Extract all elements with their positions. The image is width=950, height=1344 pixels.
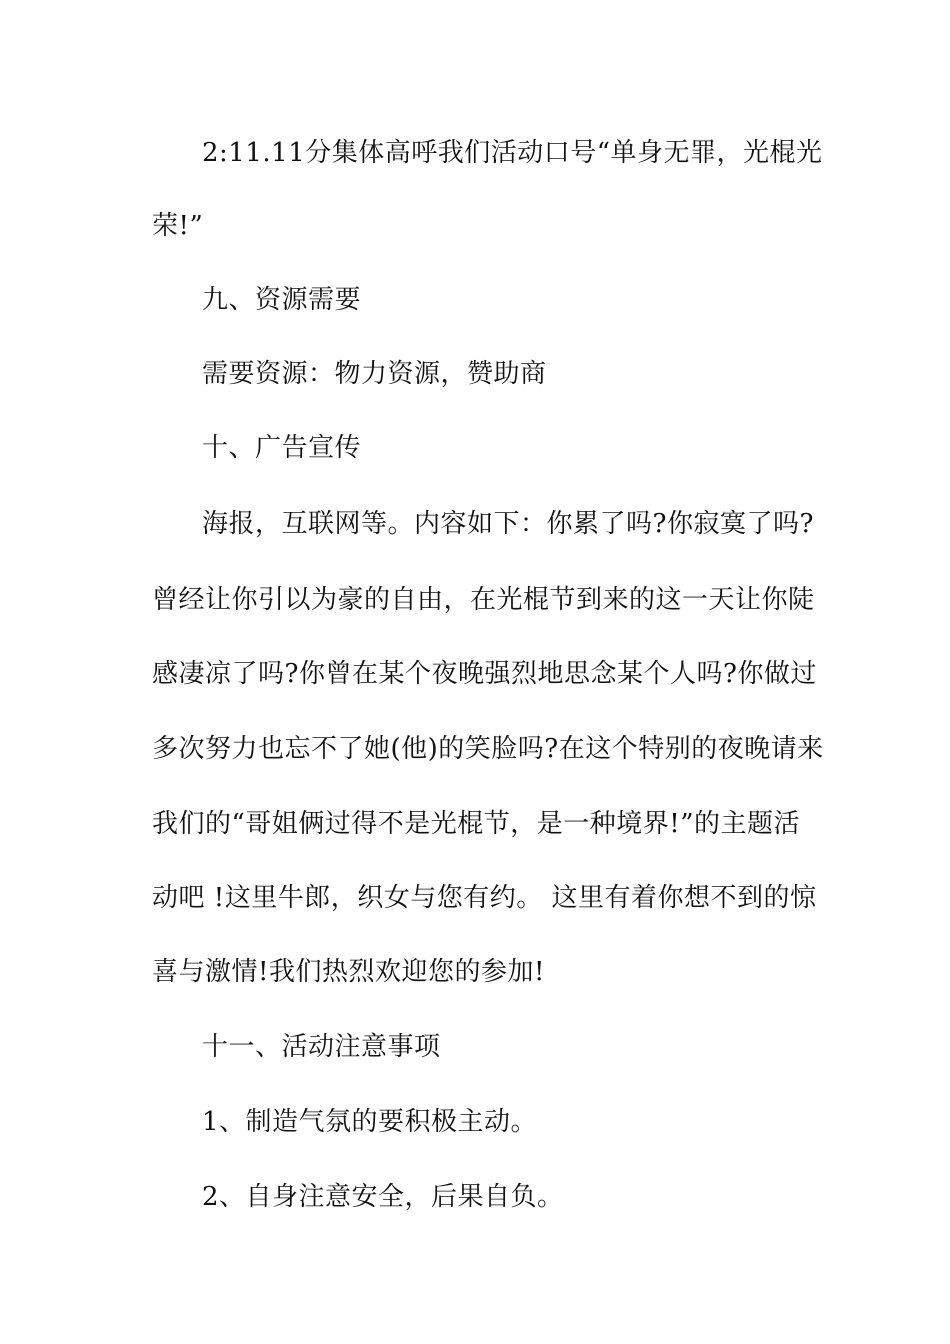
list-item-note-1: 1、制造气氛的要积极主动。 xyxy=(202,1107,538,1137)
paragraph-advertising-line-1: 海报，互联网等。内容如下：你累了吗?你寂寞了吗? xyxy=(202,509,814,539)
section-heading-notes: 十一、活动注意事项 xyxy=(202,1032,441,1062)
paragraph-advertising-line-4: 多次努力也忘不了她(他)的笑脸吗?在这个特别的夜晚请来 xyxy=(152,734,824,764)
paragraph-slogan-line-2: 荣!” xyxy=(152,211,204,241)
paragraph-slogan-line-1: 2:11.11分集体高呼我们活动口号“单身无罪，光棍光 xyxy=(202,138,823,168)
list-item-note-2: 2、自身注意安全，后果自负。 xyxy=(202,1182,564,1212)
paragraph-advertising-line-6: 动吧 !这里牛郎，织女与您有约。 这里有着你想不到的惊 xyxy=(152,883,817,913)
paragraph-advertising-line-3: 感凄凉了吗?你曾在某个夜晚强烈地思念某个人吗?你做过 xyxy=(152,659,817,689)
section-heading-resources: 九、资源需要 xyxy=(202,285,362,315)
paragraph-advertising-line-2: 曾经让你引以为豪的自由，在光棍节到来的这一天让你陡 xyxy=(152,585,815,615)
section-heading-advertising: 十、广告宣传 xyxy=(202,433,362,463)
paragraph-advertising-line-5: 我们的“哥姐俩过得不是光棍节，是一种境界!”的主题活 xyxy=(152,809,801,839)
paragraph-resources: 需要资源：物力资源，赞助商 xyxy=(202,359,547,389)
paragraph-advertising-line-7: 喜与激情!我们热烈欢迎您的参加! xyxy=(152,957,545,987)
